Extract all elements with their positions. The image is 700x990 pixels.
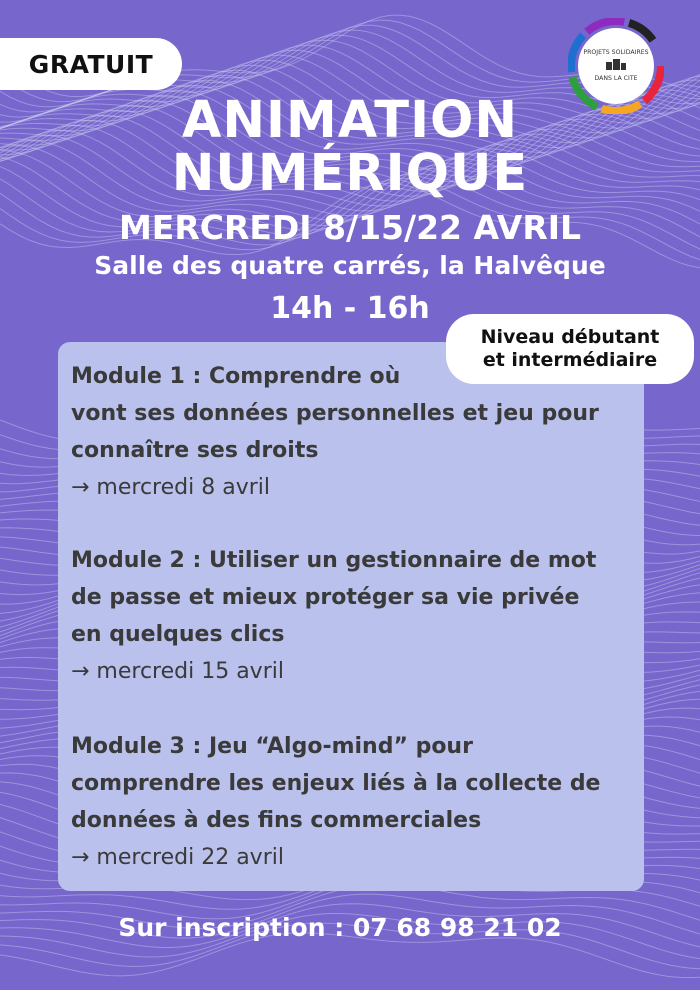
event-date: MERCREDI 8/15/22 AVRIL: [118, 208, 582, 247]
title-line-2: NUMÉRIQUE: [171, 144, 529, 203]
logo-text-top: PROJETS SOLIDAIRES: [583, 49, 649, 56]
free-badge: [0, 38, 182, 90]
module-3-line-3: données à des fins commerciales: [71, 808, 482, 833]
event-hours: 14h - 16h: [270, 291, 430, 326]
module-1-line-1: Module 1 : Comprendre où: [71, 364, 401, 389]
module-1-date: → mercredi 8 avril: [71, 475, 270, 500]
module-1: [71, 358, 641, 506]
module-3-line-1: Module 3 : Jeu “Algo-mind” pour: [71, 734, 473, 759]
level-line-2: et intermédiaire: [482, 349, 658, 371]
registration-phone: Sur inscription : 07 68 98 21 02: [118, 913, 562, 942]
module-3-date: → mercredi 22 avril: [71, 845, 284, 870]
module-3: [71, 728, 641, 876]
module-2-date: → mercredi 15 avril: [71, 659, 284, 684]
event-place: Salle des quatre carrés, la Halvêque: [94, 251, 606, 280]
module-1-line-2: vont ses données personnelles et jeu pour: [71, 401, 599, 426]
free-badge-label: GRATUIT: [28, 49, 154, 79]
logo-text-bottom: DANS LA CITE: [594, 75, 638, 82]
title-line-1: ANIMATION: [181, 91, 519, 150]
module-2-line-3: en quelques clics: [71, 622, 285, 647]
module-2-line-2: de passe et mieux protéger sa vie privée: [71, 585, 580, 610]
module-2: [71, 542, 641, 690]
module-3-line-2: comprendre les enjeux liés à la collecte de: [71, 771, 601, 796]
level-line-1: Niveau débutant: [480, 326, 660, 348]
module-2-line-1: Module 2 : Utiliser un gestionnaire de mot: [71, 548, 597, 573]
module-1-line-3: connaître ses droits: [71, 438, 319, 463]
